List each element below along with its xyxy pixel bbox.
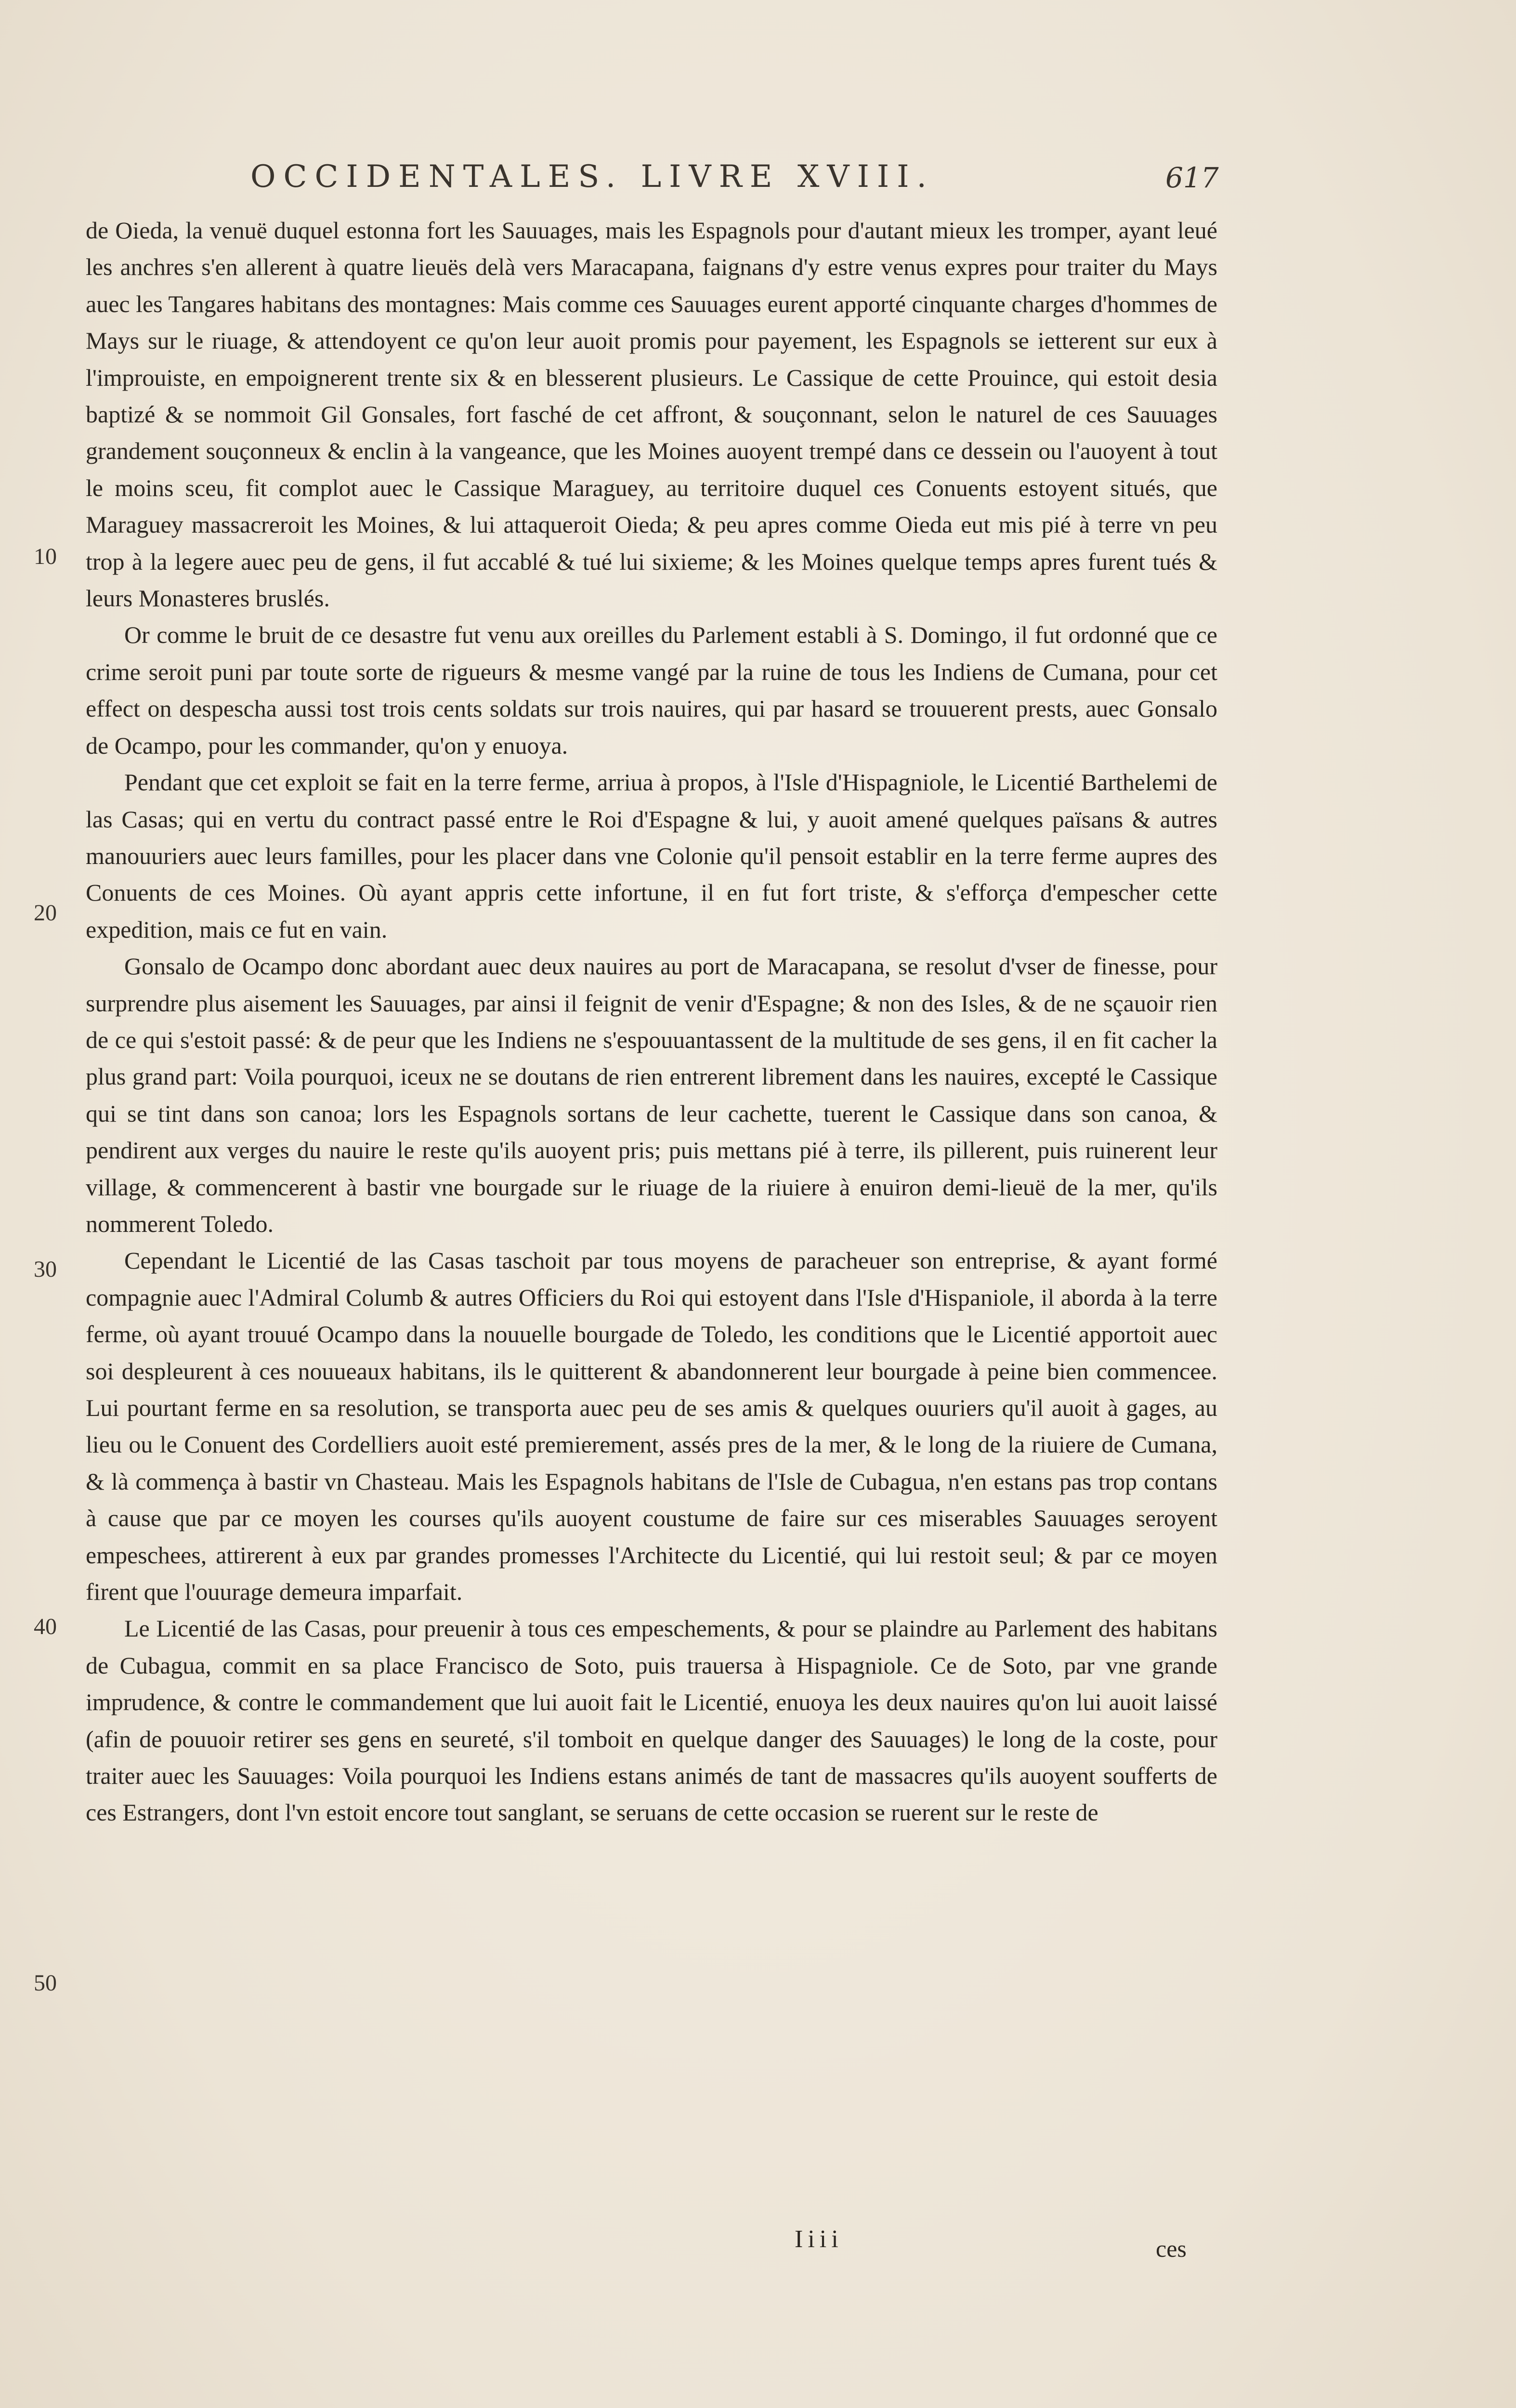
paragraph: Gonsalo de Ocampo donc abordant auec deux nauires au port de Maracapana, se resolut d'vser de finesse, pour surprendre plus aisement les Sauuages, par ainsi il feignit de venir d'Espagne; & non des Isles, & de ne sçauoir rien de ce qui s'estoit passé: & de peur que les Indiens ne s'espouuantassent de la multitude de ses gens, il en fit cacher la plus grand part: Voila pourquoi, iceux ne se doutans de rien entrerent librement dans les nauires, excepté le Cassique qui se tint dans son canoa; lors les Espagnols sortans de leur cachette, tuerent le Cassique dans son canoa, & pendirent aux verges du nauire le reste qu'ils auoyent pris; puis mettans pié à terre, ils pillerent, puis ruinerent leur village, & commencerent à bastir vne bourgade sur le riuage de la riuiere à enuiron demi-lieuë de la mer, qu'ils nommerent Toledo. bbox=[86, 953, 1217, 1237]
running-title: OCCIDENTALES. LIVRE XVIII. bbox=[250, 159, 934, 195]
margin-line-number: 20 bbox=[34, 900, 57, 926]
paragraph: Cependant le Licentié de las Casas taschoit par tous moyens de paracheuer son entreprise, & ayant formé compagnie auec l'Admiral Columb & autres Officiers du Roi qui estoyent dans l'Isle d'Hispaniole, il aborda à la terre ferme, où ayant trouué Ocampo dans la nouuelle bourgade de Toledo, les conditions que le Licentié apportoit auec soi despleurent à ces nouueaux habitans, ils le quitterent & abandonnerent leur bourgade à peine bien commencee. Lui pourtant ferme en sa resolution, se transporta auec peu de ses amis & quelques ouuriers qu'il auoit à gages, au lieu ou le Conuent des Cordelliers auoit esté premierement, assés pres de la mer, & le long de la riuiere de Cumana, & là commença à bastir vn Chasteau. Mais les Espagnols habitans de l'Isle de Cubagua, n'en estans pas trop contans à cause que par ce moyen les courses qu'ils auoyent coustume de faire sur ces miserables Sauuages seroyent empeschees, attirerent à eux par grandes promesses l'Architecte du Licentié, qui lui restoit seul; & par ce moyen firent que l'ouurage demeura imparfait. bbox=[86, 1247, 1217, 1606]
catchword: ces bbox=[1156, 2235, 1187, 2262]
paragraph: Or comme le bruit de ce desastre fut venu aux oreilles du Parlement establi à S. Domingo, il fut ordonné que ce crime seroit puni par toute sorte de rigueurs & mesme vangé par la ruine de tous les Indiens de Cumana, pour cet effect on despescha aussi tost trois cents soldats sur trois nauires, qui par hasard se trouuerent prests, auec Gonsalo de Ocampo, pour les commander, qu'on y enuoya. bbox=[86, 621, 1217, 759]
paragraph: Pendant que cet exploit se fait en la terre ferme, arriua à propos, à l'Isle d'Hispagniole, le Licentié Barthelemi de las Casas; qui en vertu du contract passé entre le Roi d'Espagne & lui, y auoit amené quelques païsans & autres manouuriers auec leurs familles, pour les placer dans vne Colonie qu'il pensoit establir en la terre ferme aupres des Conuents de ces Moines. Où ayant appris cette infortune, il en fut fort triste, & s'efforça d'empescher cette expedition, mais ce fut en vain. bbox=[86, 769, 1217, 943]
signature-mark: Iiii bbox=[795, 2225, 843, 2253]
margin-line-number: 40 bbox=[34, 1614, 57, 1639]
margin-line-number: 50 bbox=[34, 1970, 57, 1996]
page-number: 617 bbox=[1165, 161, 1219, 194]
margin-line-number: 30 bbox=[34, 1256, 57, 1282]
margin-line-number: 10 bbox=[34, 544, 57, 569]
paragraph: de Oieda, la venuë duquel estonna fort les Sauuages, mais les Espagnols pour d'autant mieux les tromper, ayant leué les anchres s'en allerent à quatre lieuës delà vers Maracapana, faignans d'y estre venus expres pour traiter du Mays auec les Tangares habitans des montagnes: Mais comme ces Sauuages eurent apporté cinquante charges d'hommes de Mays sur le riuage, & attendoyent ce qu'on leur auoit promis pour payement, les Espagnols se ietterent sur eux à l'improuiste, en empoignerent trente six & en blesserent plusieurs. Le Cassique de cette Prouince, qui estoit desia baptizé & se nommoit Gil Gonsales, fort fasché de cet affront, & souçonnant, selon le naturel de ces Sauuages grandement souçonneux & enclin à la vangeance, que les Moines auoyent trempé dans ce dessein ou l'auoyent à tout le moins sceu, fit complot auec le Cassique Maraguey, au territoire duquel ces Conuents estoyent situés, que Maraguey massacreroit les Moines, & lui attaqueroit Oieda; & peu apres comme Oieda eut mis pié à terre vn peu trop à la legere auec peu de gens, il fut accablé & tué lui sixieme; & les Moines quelque temps apres furent tués & leurs Monasteres bruslés. bbox=[86, 217, 1217, 612]
main-text bbox=[86, 212, 1217, 1831]
paragraph: Le Licentié de las Casas, pour preuenir à tous ces empeschements, & pour se plaindre au Parlement des habitans de Cubagua, commit en sa place Francisco de Soto, puis trauersa à Hispagniole. Ce de Soto, par vne grande imprudence, & contre le commandement que lui auoit fait le Licentié, enuoya les deux nauires qu'on lui auoit laissé (afin de pouuoir retirer ses gens en seureté, s'il tomboit en quelque danger des Sauuages) le long de la coste, pour traiter auec les Sauuages: Voila pourquoi les Indiens estans animés de tant de massacres qu'ils auoyent soufferts de ces Estrangers, dont l'vn estoit encore tout sanglant, se seruans de cette occasion se ruerent sur le reste de bbox=[86, 1615, 1217, 1826]
